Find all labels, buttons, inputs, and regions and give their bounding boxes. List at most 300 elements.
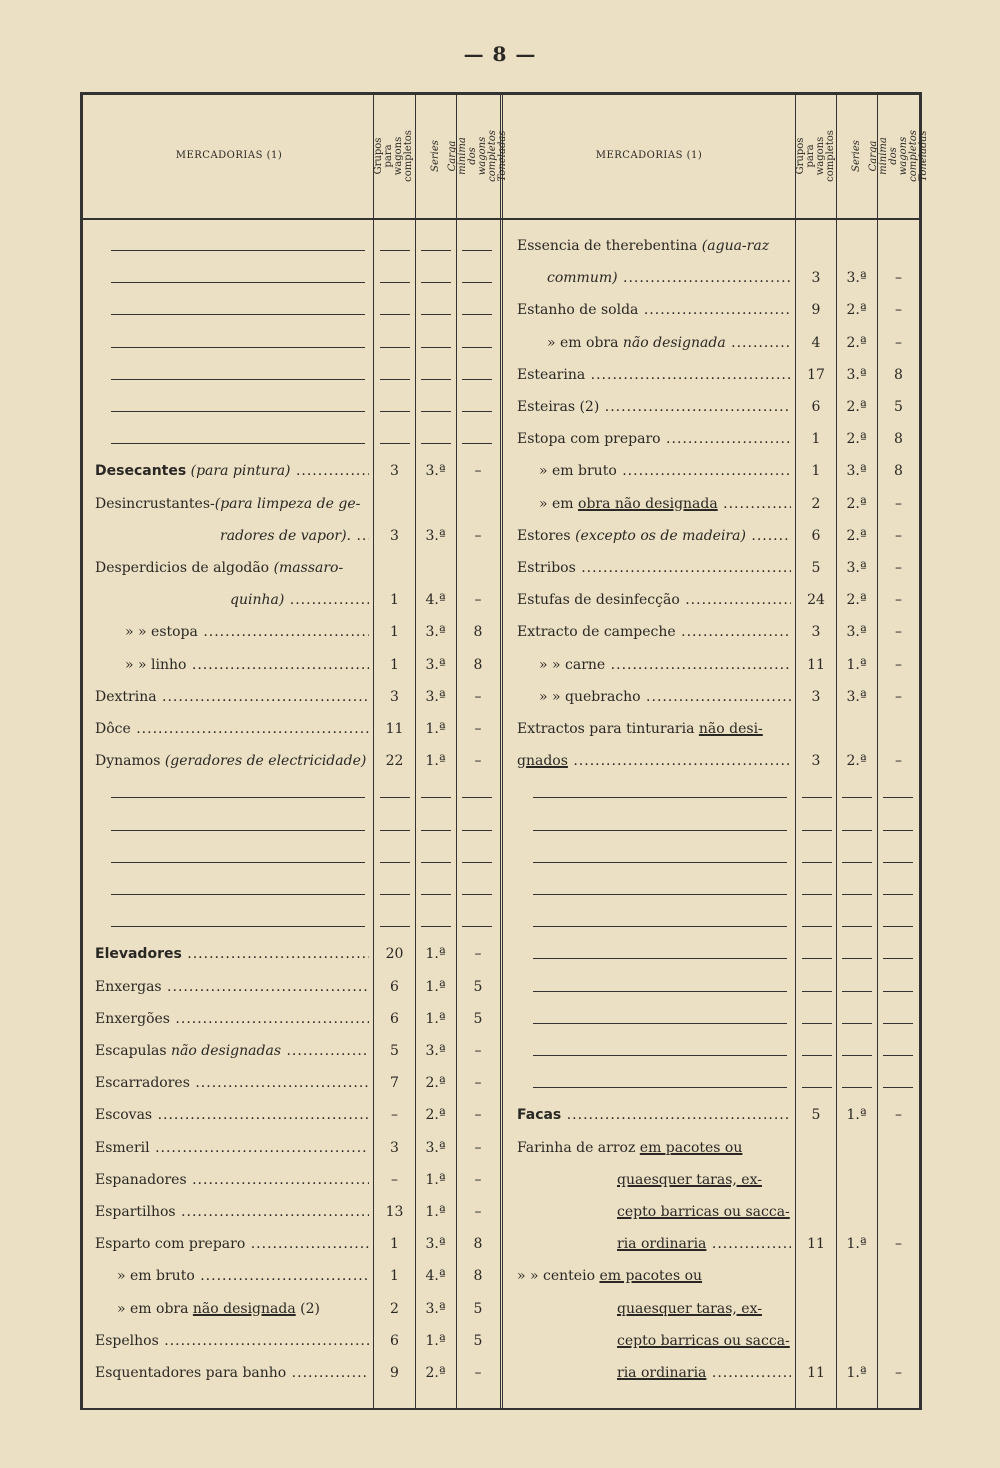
merchandise-name: [95, 971, 369, 1003]
merchandise-name: [517, 552, 791, 584]
blank-rule: [462, 797, 492, 798]
blank-rule: [462, 894, 492, 895]
blank-rule: [111, 830, 365, 831]
series-cell: 3.ª: [425, 624, 446, 641]
carga-cell: –: [895, 1107, 902, 1124]
name-part: Dynamos: [95, 753, 165, 770]
header-carga-left: Carga minima dos wagons completos Toneladas: [447, 130, 509, 182]
carga-cell: 8: [473, 1236, 483, 1253]
carga-cell: –: [895, 1365, 902, 1381]
leader-dots: [605, 657, 791, 673]
name-part: Enxergões: [95, 1010, 170, 1027]
blank-rule: [842, 991, 872, 992]
grupos-cell: 6: [390, 1332, 399, 1349]
series-cell: 1.ª: [425, 946, 446, 963]
name-part: quaesquer taras, ex-: [617, 1171, 762, 1188]
series-cell: 3.ª: [425, 688, 446, 705]
table-row: [0, 230, 1000, 262]
name-part: Espanadores: [95, 1171, 187, 1188]
grupos-cell: 3: [811, 688, 821, 705]
leader-dots: [190, 1075, 369, 1091]
name-part: quaesquer taras, ex-: [617, 1300, 762, 1317]
name-part: Dextrina: [95, 688, 157, 705]
series-cell: 3.ª: [846, 624, 867, 641]
name-part: cepto barricas ou sacca-: [617, 1332, 790, 1349]
blank-rule: [533, 926, 787, 927]
name-part: Esmeril: [95, 1139, 150, 1156]
merchandise-name: [617, 1228, 791, 1260]
name-part: quinha): [230, 592, 285, 609]
name-part: » em bruto: [117, 1268, 195, 1285]
blank-rule: [533, 958, 787, 959]
series-cell: 2.ª: [425, 1075, 446, 1092]
blank-rule: [462, 926, 492, 927]
blank-rule: [533, 894, 787, 895]
blank-rule: [802, 926, 832, 927]
blank-rule: [462, 862, 492, 863]
leader-dots: [568, 753, 791, 769]
header-mercadorias-right: MERCADORIAS (1): [595, 150, 703, 161]
blank-rule: [883, 862, 913, 863]
table-row: [0, 1293, 1000, 1325]
merchandise-name: [517, 423, 791, 455]
name-part: ria ordinaria: [617, 1236, 707, 1253]
series-cell: 2.ª: [846, 527, 867, 544]
name-part: não designadas: [171, 1043, 282, 1059]
blank-rule: [380, 926, 410, 927]
table-row: [0, 616, 1000, 648]
grupos-cell: 3: [811, 753, 821, 770]
blank-rule: [421, 830, 451, 831]
name-part: » » centeio: [517, 1268, 600, 1285]
grupos-cell: 2: [390, 1300, 399, 1317]
blank-rule: [883, 894, 913, 895]
carga-cell: 5: [473, 978, 483, 995]
blank-rule: [111, 926, 365, 927]
grupos-cell: –: [391, 1107, 398, 1124]
grupos-cell: 3: [390, 1139, 399, 1156]
merchandise-name: [617, 1325, 791, 1357]
blank-rule: [842, 1087, 872, 1088]
name-part: Estopa com preparo: [517, 431, 661, 448]
table-row: [0, 681, 1000, 713]
header-mercadorias-left: MERCADORIAS (1): [175, 150, 283, 161]
header-series-right: Series: [851, 140, 863, 172]
name-part: » em bruto: [539, 463, 617, 480]
series-cell: 1.ª: [846, 1107, 867, 1124]
header-grupos-left: Grupos para wagons completos: [373, 130, 415, 182]
blank-rule: [802, 894, 832, 895]
carga-cell: 8: [473, 624, 483, 641]
grupos-cell: 6: [390, 1010, 399, 1027]
blank-rule: [111, 797, 365, 798]
series-cell: 2.ª: [846, 399, 867, 415]
name-part: (para pintura): [186, 463, 291, 480]
carga-cell: –: [895, 1236, 902, 1253]
name-part: Esteiras (2): [517, 399, 600, 415]
grupos-cell: 1: [811, 431, 821, 448]
merchandise-name: [517, 520, 791, 552]
merchandise-name: [547, 262, 791, 294]
merchandise-name: [517, 294, 791, 326]
table-row: [0, 488, 1000, 520]
name-part: Elevadores: [95, 946, 182, 963]
grupos-cell: 3: [811, 624, 821, 641]
leader-dots: [617, 463, 791, 479]
series-cell: 1.ª: [425, 753, 446, 770]
merchandise-name: [539, 681, 791, 713]
name-part: não designada: [622, 334, 726, 351]
blank-rule: [842, 862, 872, 863]
name-part: radores de vapor).: [220, 527, 351, 544]
series-cell: 2.ª: [846, 334, 867, 351]
series-cell: 4.ª: [425, 1268, 446, 1285]
grupos-cell: 5: [390, 1043, 399, 1059]
table-row: [0, 359, 1000, 391]
series-cell: 3.ª: [846, 560, 867, 576]
name-part: Dôce: [95, 721, 131, 737]
grupos-cell: 1: [390, 592, 399, 609]
blank-rule: [533, 991, 787, 992]
carga-cell: –: [895, 592, 902, 609]
carga-cell: –: [895, 560, 902, 576]
grupos-cell: 6: [811, 527, 821, 544]
name-part: Espelhos: [95, 1332, 159, 1349]
carga-cell: –: [474, 721, 482, 737]
series-cell: 1.ª: [425, 1171, 446, 1188]
table-row: [0, 1325, 1000, 1357]
name-part: (excepto os de madeira): [575, 527, 746, 544]
name-part: Farinha de arroz: [517, 1139, 640, 1156]
series-cell: 3.ª: [846, 270, 867, 287]
table-row: [0, 391, 1000, 423]
merchandise-name: [617, 1357, 791, 1389]
carga-cell: –: [474, 1139, 482, 1156]
name-part: cepto barricas ou sacca-: [617, 1204, 790, 1220]
merchandise-name: [517, 1260, 791, 1292]
series-cell: 3.ª: [425, 527, 446, 544]
blank-rule: [842, 958, 872, 959]
merchandise-name: [617, 1164, 791, 1196]
table-row: [0, 584, 1000, 616]
leader-dots: [281, 1043, 369, 1059]
carga-cell: –: [474, 1107, 482, 1124]
merchandise-name: [539, 488, 791, 520]
series-cell: 2.ª: [846, 753, 867, 770]
carga-cell: –: [474, 527, 482, 544]
leader-dots: [599, 399, 791, 415]
grupos-cell: 3: [390, 463, 399, 480]
series-cell: 3.ª: [846, 688, 867, 705]
leader-dots: [746, 528, 791, 544]
carga-cell: 8: [894, 431, 903, 448]
grupos-cell: 11: [385, 721, 404, 737]
table-row: [0, 938, 1000, 970]
blank-rule: [802, 991, 832, 992]
leader-dots: [638, 302, 791, 318]
blank-rule: [802, 862, 832, 863]
leader-dots: [585, 367, 791, 383]
blank-rule: [842, 830, 872, 831]
table-row: [0, 1035, 1000, 1067]
merchandise-name: [547, 327, 791, 359]
grupos-cell: 11: [807, 1365, 825, 1381]
series-cell: 1.ª: [425, 1010, 446, 1027]
series-cell: 2.ª: [846, 495, 867, 512]
leader-dots: [726, 335, 791, 351]
grupos-cell: 22: [385, 753, 404, 770]
blank-rule: [802, 830, 832, 831]
grupos-cell: 20: [385, 946, 404, 963]
carga-cell: –: [474, 463, 482, 480]
merchandise-name: [95, 938, 369, 970]
series-cell: 3.ª: [425, 1236, 446, 1253]
name-part: » em obra: [547, 334, 623, 351]
name-part: Extractos para tinturaria: [517, 721, 699, 737]
carga-cell: –: [895, 624, 902, 641]
grupos-cell: 17: [807, 366, 825, 383]
name-part: ria ordinaria: [617, 1365, 707, 1381]
carga-cell: –: [895, 302, 902, 319]
header-series-left: Series: [430, 140, 442, 172]
series-cell: 1.ª: [425, 1332, 446, 1349]
leader-dots: [618, 270, 791, 286]
name-part: não designada: [192, 1300, 296, 1317]
name-part: Extracto de campeche: [517, 624, 676, 641]
blank-rule: [883, 991, 913, 992]
name-part: em pacotes ou: [599, 1268, 703, 1285]
merchandise-name: [95, 1067, 369, 1099]
name-part: commum): [547, 270, 618, 287]
carga-cell: –: [474, 592, 482, 609]
blank-rule: [533, 1087, 787, 1088]
series-cell: 3.ª: [425, 656, 446, 673]
carga-cell: 8: [894, 463, 903, 480]
merchandise-name: [517, 616, 791, 648]
carga-cell: –: [474, 753, 482, 770]
name-part: Estores: [517, 527, 576, 544]
grupos-cell: 11: [807, 656, 825, 673]
carga-cell: –: [895, 270, 902, 287]
table-row: [0, 520, 1000, 552]
name-part: não desi-: [698, 721, 763, 737]
carga-cell: –: [474, 1204, 482, 1220]
name-part: (2): [295, 1300, 320, 1317]
merchandise-name: [517, 359, 791, 391]
leader-dots: [162, 979, 369, 995]
name-part: » » carne: [539, 656, 606, 673]
table-row: [0, 262, 1000, 294]
series-cell: 3.ª: [846, 366, 867, 383]
blank-rule: [883, 830, 913, 831]
grupos-cell: 5: [811, 1107, 821, 1124]
name-part: Enxergas: [95, 978, 162, 995]
leader-dots: [676, 624, 791, 640]
name-part: » em: [539, 495, 579, 512]
name-part: Esquentadores para banho: [95, 1365, 287, 1381]
leader-dots: [718, 496, 791, 512]
table-row: [0, 1099, 1000, 1131]
name-part: Escarradores: [95, 1075, 190, 1092]
table-row: [0, 1132, 1000, 1164]
grupos-cell: 7: [390, 1075, 399, 1092]
blank-rule: [533, 1055, 787, 1056]
series-cell: 2.ª: [846, 592, 867, 609]
merchandise-name: [95, 1035, 369, 1067]
blank-rule: [842, 926, 872, 927]
blank-rule: [802, 1055, 832, 1056]
grupos-cell: 2: [811, 495, 821, 512]
merchandise-name: [617, 1293, 791, 1325]
name-part: (geradores de electricidade): [164, 753, 367, 770]
carga-cell: –: [474, 1075, 482, 1092]
carga-cell: –: [474, 946, 482, 963]
merchandise-name: [539, 455, 791, 487]
name-part: Essencia de therebentina: [517, 238, 702, 254]
blank-rule: [842, 797, 872, 798]
grupos-cell: 1: [390, 656, 399, 673]
leader-dots: [706, 1236, 791, 1252]
name-part: Estanho de solda: [517, 302, 639, 319]
merchandise-name: [517, 713, 791, 745]
table-row: [0, 294, 1000, 326]
merchandise-name: [517, 1132, 791, 1164]
blank-rule: [462, 830, 492, 831]
carga-cell: –: [895, 656, 902, 673]
blank-rule: [802, 958, 832, 959]
name-part: Desincrustantes-: [95, 495, 215, 512]
blank-rule: [421, 894, 451, 895]
grupos-cell: 1: [390, 1236, 399, 1253]
carga-cell: –: [895, 495, 902, 512]
carga-cell: –: [895, 527, 902, 544]
grupos-cell: 4: [811, 334, 821, 351]
table-row: [0, 327, 1000, 359]
table-row: [0, 1067, 1000, 1099]
blank-rule: [421, 926, 451, 927]
series-cell: 1.ª: [846, 656, 867, 673]
page-number: — 8 —: [463, 42, 537, 66]
grupos-cell: 3: [390, 527, 399, 544]
series-cell: 3.ª: [425, 463, 446, 480]
blank-rule: [421, 862, 451, 863]
blank-rule: [842, 1023, 872, 1024]
carga-cell: –: [895, 688, 902, 705]
leader-dots: [706, 1365, 791, 1381]
blank-rule: [380, 797, 410, 798]
carga-cell: –: [474, 1171, 482, 1188]
table-row: [0, 423, 1000, 455]
series-cell: 3.ª: [846, 463, 867, 480]
carga-cell: 8: [894, 366, 903, 383]
blank-rule: [533, 830, 787, 831]
grupos-cell: 9: [811, 302, 821, 319]
table-row: [0, 971, 1000, 1003]
carga-cell: –: [895, 334, 902, 351]
blank-rule: [380, 862, 410, 863]
merchandise-name: [617, 1196, 791, 1228]
merchandise-name: [517, 391, 791, 423]
name-part: Estribos: [517, 560, 576, 576]
blank-rule: [842, 1055, 872, 1056]
header-carga-right: Carga minima dos wagons completos Toneladas: [868, 130, 930, 182]
carga-cell: 5: [894, 399, 903, 415]
carga-cell: 5: [473, 1010, 483, 1027]
name-part: obra não designada: [578, 495, 718, 512]
series-cell: 3.ª: [425, 1300, 446, 1317]
carga-cell: –: [474, 1365, 482, 1381]
table-row: [0, 1357, 1000, 1389]
leader-dots: [170, 1011, 369, 1027]
grupos-cell: 11: [807, 1236, 825, 1253]
table-row: [0, 1003, 1000, 1035]
table-row: [0, 455, 1000, 487]
grupos-cell: 13: [385, 1204, 404, 1220]
grupos-cell: 1: [390, 624, 399, 641]
series-cell: 2.ª: [846, 302, 867, 319]
blank-rule: [111, 862, 365, 863]
name-part: (agua-raz: [701, 238, 770, 254]
table-row: [0, 745, 1000, 777]
grupos-cell: 24: [807, 592, 825, 609]
carga-cell: –: [474, 688, 482, 705]
blank-rule: [111, 894, 365, 895]
blank-rule: [883, 958, 913, 959]
table-row: [0, 1196, 1000, 1228]
grupos-cell: 3: [811, 270, 821, 287]
grupos-cell: 5: [811, 560, 821, 576]
blank-rule: [533, 862, 787, 863]
table-row: [0, 1260, 1000, 1292]
merchandise-name: [517, 584, 791, 616]
leader-dots: [641, 689, 791, 705]
name-part: Facas: [517, 1107, 562, 1124]
blank-rule: [802, 1087, 832, 1088]
blank-rule: [883, 1023, 913, 1024]
grupos-cell: –: [391, 1171, 398, 1188]
name-part: Desperdicios de algodão: [95, 560, 274, 576]
blank-rule: [883, 926, 913, 927]
merchandise-name: [517, 230, 791, 262]
name-part: Desecantes: [95, 463, 187, 480]
merchandise-name: [517, 1099, 791, 1131]
name-part: Espartilhos: [95, 1204, 176, 1220]
leader-dots: [561, 1107, 791, 1123]
series-cell: 3.ª: [425, 1139, 446, 1156]
carga-cell: –: [474, 1043, 482, 1059]
name-part: em pacotes ou: [639, 1139, 743, 1156]
grupos-cell: 3: [390, 688, 399, 705]
series-cell: 1.ª: [846, 1236, 867, 1253]
blank-rule: [380, 894, 410, 895]
merchandise-name: [517, 745, 791, 777]
series-cell: 1.ª: [425, 721, 446, 737]
name-part: (massaro-: [273, 560, 344, 576]
grupos-cell: 1: [811, 463, 821, 480]
series-cell: 1.ª: [425, 1204, 446, 1220]
table-row: [0, 649, 1000, 681]
blank-rule: [883, 1087, 913, 1088]
blank-rule: [842, 894, 872, 895]
name-part: Escapulas: [95, 1043, 172, 1059]
series-cell: 1.ª: [846, 1365, 867, 1381]
blank-rule: [883, 797, 913, 798]
grupos-cell: 1: [390, 1268, 399, 1285]
blank-rule: [802, 1023, 832, 1024]
name-part: » em obra: [117, 1300, 193, 1317]
series-cell: 2.ª: [425, 1107, 446, 1124]
blank-rule: [533, 797, 787, 798]
